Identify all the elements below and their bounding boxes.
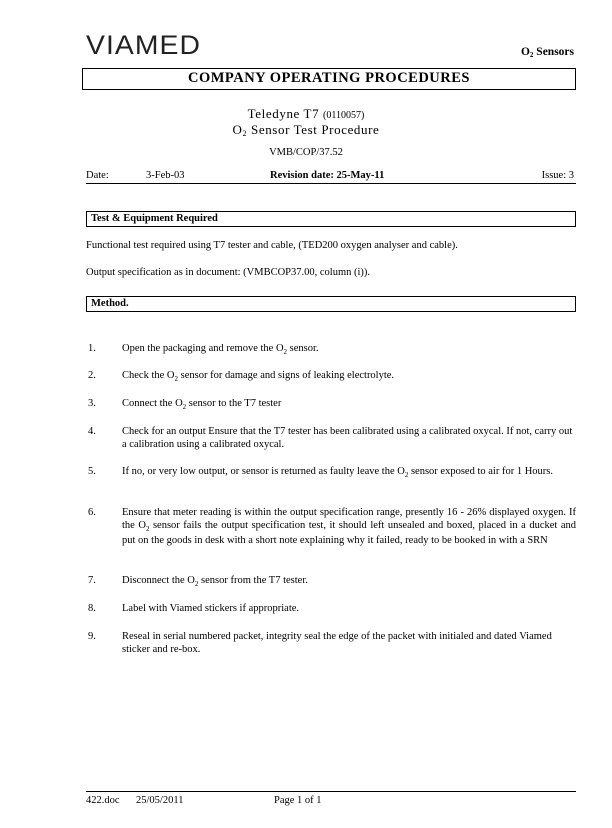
step-text: If no, or very low output, or sensor is returned as faulty leave the $O_2$ sensor exposed to air for 1 Hours.	[122, 466, 553, 480]
title2-sub: 2	[242, 129, 248, 138]
footer-date: 25/05/2011	[136, 795, 184, 806]
part-number: (0110057)	[323, 110, 365, 121]
issue-number: Issue: 3	[541, 170, 574, 181]
method-heading: Method.	[86, 296, 576, 312]
step-number: 9.	[88, 631, 96, 642]
step-text: Open the packaging and remove the $O_2$ sensor.	[122, 343, 319, 357]
step-text: Connect the $O_2$ sensor to the T7 tester	[122, 398, 282, 412]
title2-suffix: Sensor Test Procedure	[247, 122, 380, 137]
section-label-o: O	[520, 46, 530, 58]
step-number: 6.	[88, 507, 96, 518]
test-equipment-text: Functional test required using T7 tester and cable, (TED200 oxygen analyser and cable).	[86, 240, 458, 251]
test-equipment-heading: Test & Equipment Required	[86, 211, 576, 227]
meta-row	[86, 168, 576, 184]
step-number: 8.	[88, 603, 96, 614]
document-title-line2	[0, 122, 612, 138]
section-label-suffix: Sensors	[533, 46, 574, 58]
revision-date: Revision date: 25-May-11	[270, 170, 385, 181]
output-spec-text: Output specification as in document: (VMBCOP37.00, column (i)).	[86, 267, 371, 278]
title2-prefix: O	[232, 122, 243, 137]
viamed-logo: VIAMED	[86, 30, 202, 60]
step-text: Check the $O_2$ sensor for damage and signs of leaking electrolyte.	[122, 370, 395, 384]
step-number: 2.	[88, 370, 96, 381]
step-number: 5.	[88, 466, 96, 477]
step-number: 4.	[88, 426, 96, 437]
step-text: Label with Viamed stickers if appropriate.	[122, 603, 300, 614]
footer-page-number: Page 1 of 1	[274, 795, 322, 806]
step-text: Check for an output Ensure that the T7 tester has been calibrated using a calibrated oxycal. If not, carry out a calibration using a calibrated oxycal.	[122, 426, 573, 450]
step-text: Disconnect the $O_2$ sensor from the T7 tester.	[122, 575, 308, 589]
section-label	[521, 46, 574, 59]
document-title-text: Teledyne T7	[247, 106, 324, 121]
step-text: Reseal in serial numbered packet, integrity seal the edge of the packet with initialed and dated Viamed sticker and re-box.	[122, 631, 552, 655]
date-value: 3-Feb-03	[146, 170, 185, 181]
document-code: VMB/COP/37.52	[269, 147, 343, 158]
document-title-line1	[0, 106, 612, 122]
date-label: Date:	[86, 170, 109, 181]
step-number: 1.	[88, 343, 96, 354]
step-text: Ensure that meter reading is within the output specification range, presently 16 - 26% displayed oxygen. If the $O_2$ sensor fails the output specification test, it should left unsealed and boxed, placed in a ducket and put on the goods in desk with a short note explaining why it failed, ready to be booked in with a SRN	[122, 507, 576, 547]
step-number: 3.	[88, 398, 96, 409]
page-footer	[86, 791, 576, 811]
step-number: 7.	[88, 575, 96, 586]
page-title: COMPANY OPERATING PROCEDURES	[82, 68, 576, 90]
section-label-sub: 2	[529, 51, 534, 59]
footer-filename: 422.doc	[86, 795, 120, 806]
